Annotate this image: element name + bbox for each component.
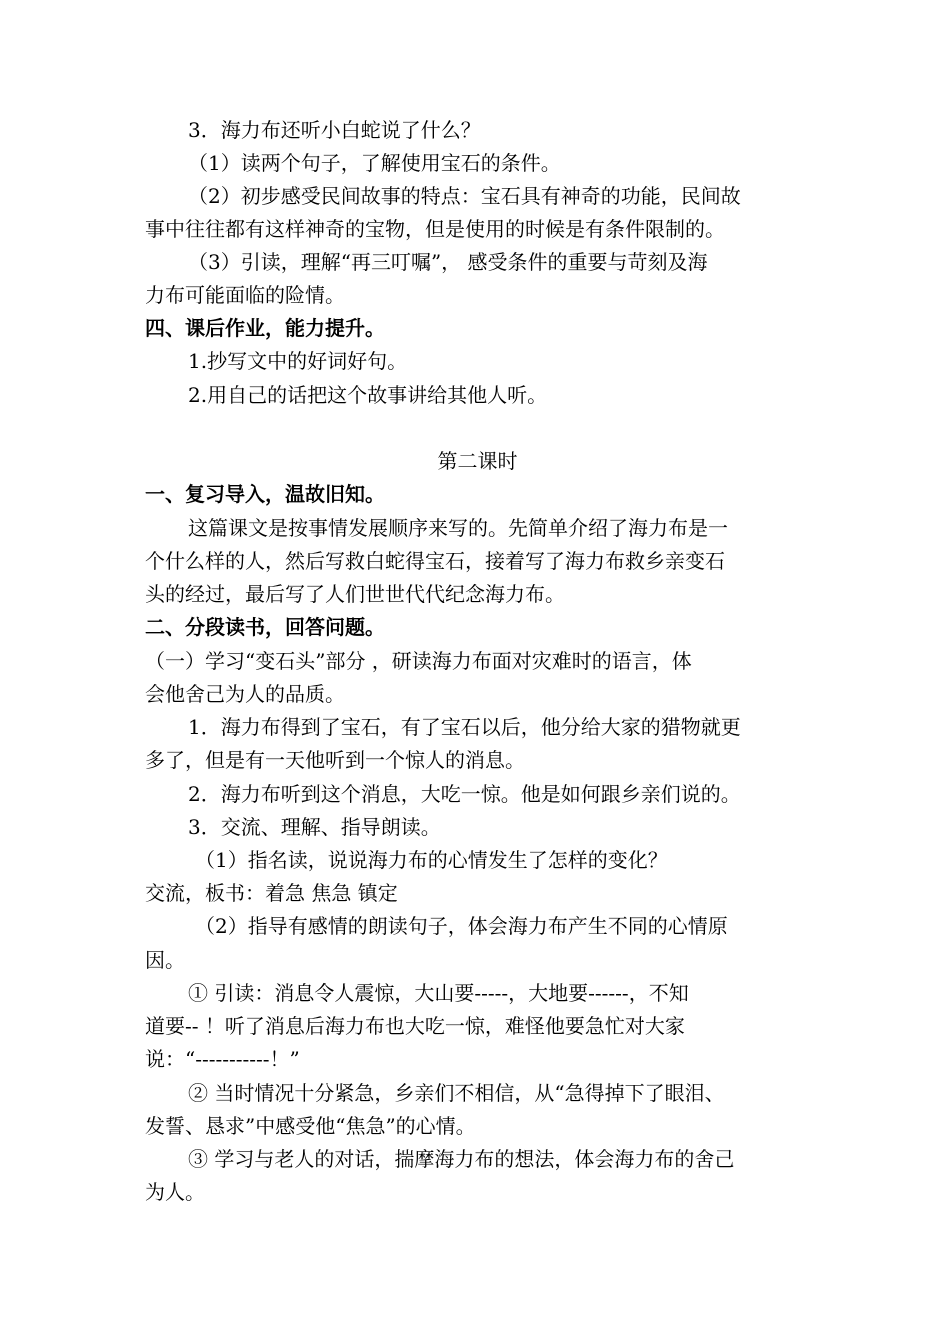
paragraph-line: （3）引读，理解“再三叮嘱”， 感受条件的重要与苛刻及海 xyxy=(188,250,708,274)
paragraph-line: 2．海力布听到这个消息，大吃一惊。他是如何跟乡亲们说的。 xyxy=(188,782,741,806)
section-heading: 二、分段读书，回答问题。 xyxy=(145,615,385,639)
paragraph-line: 因。 xyxy=(145,948,185,972)
paragraph-line: 头的经过，最后写了人们世世代代纪念海力布。 xyxy=(145,582,565,606)
paragraph-line: 1．海力布得到了宝石，有了宝石以后，他分给大家的猎物就更 xyxy=(188,715,741,739)
paragraph-line: 个什么样的人，然后写救白蛇得宝石，接着写了海力布救乡亲变石 xyxy=(145,549,725,573)
paragraph-line: （2）指导有感情的朗读句子，体会海力布产生不同的心情原 xyxy=(195,914,728,938)
paragraph-line: 说：“-----------！” xyxy=(145,1047,300,1071)
paragraph-line: 道要-- ！听了消息后海力布也大吃一惊，难怪他要急忙对大家 xyxy=(145,1014,685,1038)
paragraph-line: 这篇课文是按事情发展顺序来写的。先简单介绍了海力布是一 xyxy=(188,516,728,540)
paragraph-line: 会他舍己为人的品质。 xyxy=(145,682,345,706)
paragraph-line: 为人。 xyxy=(145,1180,205,1204)
paragraph-line: （1）指名读，说说海力布的心情发生了怎样的变化？ xyxy=(195,848,668,872)
paragraph-line: ③ 学习与老人的对话，揣摩海力布的想法，体会海力布的舍己 xyxy=(188,1147,735,1171)
paragraph-line: （1）读两个句子，了解使用宝石的条件。 xyxy=(188,151,561,175)
paragraph-line: （一）学习“变石头”部分 ，研读海力布面对灾难时的语言，体 xyxy=(145,649,692,673)
lesson-title: 第二课时 xyxy=(437,449,518,473)
paragraph-line: 发誓、恳求”中感受他“焦急”的心情。 xyxy=(145,1114,476,1138)
section-heading: 四、课后作业，能力提升。 xyxy=(145,316,385,340)
list-item: 2.用自己的话把这个故事讲给其他人听。 xyxy=(188,383,548,407)
list-item: 1.抄写文中的好词好句。 xyxy=(188,349,408,373)
paragraph-line: ① 引读：消息令人震惊，大山要-----，大地要------，不知 xyxy=(188,981,689,1005)
paragraph-line: （2）初步感受民间故事的特点：宝石具有神奇的功能，民间故 xyxy=(188,184,741,208)
section-heading: 一、复习导入，温故旧知。 xyxy=(145,482,385,506)
paragraph-line: 力布可能面临的险情。 xyxy=(145,283,345,307)
paragraph-line: 事中往往都有这样神奇的宝物，但是使用的时候是有条件限制的。 xyxy=(145,217,725,241)
paragraph-line: 交流，板书：着急 焦急 镇定 xyxy=(145,881,398,905)
paragraph-line: ② 当时情况十分紧急，乡亲们不相信，从“急得掉下了眼泪、 xyxy=(188,1081,725,1105)
paragraph-line: 3．海力布还听小白蛇说了什么？ xyxy=(188,118,481,142)
paragraph-line: 3．交流、理解、指导朗读。 xyxy=(188,815,441,839)
paragraph-line: 多了，但是有一天他听到一个惊人的消息。 xyxy=(145,748,525,772)
